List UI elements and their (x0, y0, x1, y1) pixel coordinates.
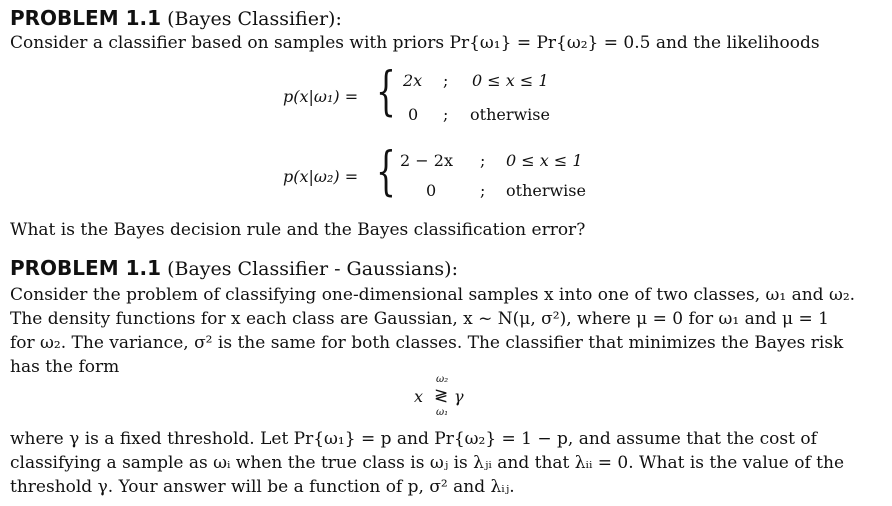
problem-1-question: What is the Bayes decision rule and the Bayes classification error? (10, 220, 586, 240)
likelihood-equation-1 (0, 62, 892, 130)
problem-2-number: PROBLEM 1.1 (10, 256, 162, 280)
decision-rule-comparison: ≷ (434, 386, 449, 406)
equation-1-row2-separator: ; (443, 105, 449, 124)
decision-rule-threshold: γ (454, 387, 464, 406)
equation-1-lhs: p(x|ω₁) = (283, 87, 359, 106)
problem-2-paragraph-1-line-4: has the form (10, 357, 120, 377)
problem-2-paragraph-1-line-2: The density functions for x each class are Gaussian, x ~ N(μ, σ²), where μ = 0 for ω₁ and μ = 1 (10, 309, 829, 329)
decision-rule-top-class: ω₂ (436, 374, 449, 385)
equation-1-row1-separator: ; (443, 71, 449, 90)
equation-2-lhs: p(x|ω₂) = (283, 167, 359, 186)
problem-2-paragraph-2-line-1: where γ is a fixed threshold. Let Pr{ω₁} = p and Pr{ω₂} = 1 − p, and assume that the cost of (10, 429, 817, 449)
equation-2-brace: { (376, 142, 396, 202)
problem-2-paragraph-2-line-2: classifying a sample as ωᵢ when the true class is ωⱼ is λⱼᵢ and that λᵢᵢ = 0. What is the value of the (10, 453, 845, 473)
problem-1-intro: Consider a classifier based on samples with priors Pr{ω₁} = Pr{ω₂} = 0.5 and the likelihoods (10, 33, 820, 53)
problem-2-heading (10, 256, 458, 281)
problem-2-paragraph-1-line-1: Consider the problem of classifying one-dimensional samples x into one of two classes, ω₁ and ω₂. (10, 285, 856, 305)
equation-2-row2-separator: ; (480, 181, 486, 200)
problem-1-title: (Bayes Classifier): (167, 8, 342, 30)
equation-2-row2-condition: otherwise (506, 181, 586, 200)
decision-rule-bottom-class: ω₁ (436, 407, 449, 418)
equation-1-row2-value: 0 (408, 105, 419, 124)
problem-2-title: (Bayes Classifier - Gaussians): (167, 258, 458, 280)
decision-rule (410, 374, 480, 424)
problem-1-number: PROBLEM 1.1 (10, 6, 162, 30)
likelihood-equation-2 (0, 142, 892, 210)
equation-1-brace: { (376, 62, 396, 122)
problem-1-heading (10, 6, 342, 31)
equation-1-row1-condition: 0 ≤ x ≤ 1 (472, 71, 549, 90)
equation-2-row1-condition: 0 ≤ x ≤ 1 (506, 151, 583, 170)
equation-1-row2-condition: otherwise (470, 105, 550, 124)
equation-2-row2-value: 0 (426, 181, 437, 200)
equation-2-row1-separator: ; (480, 151, 486, 170)
problem-2-paragraph-2-line-3: threshold γ. Your answer will be a function of p, σ² and λᵢⱼ. (10, 477, 515, 497)
decision-rule-variable: x (414, 387, 424, 406)
equation-2-row1-value: 2 − 2x (400, 151, 453, 170)
equation-1-row1-value: 2x (403, 71, 423, 90)
problem-2-paragraph-1-line-3: for ω₂. The variance, σ² is the same for both classes. The classifier that minimizes the Bayes risk (10, 333, 844, 353)
